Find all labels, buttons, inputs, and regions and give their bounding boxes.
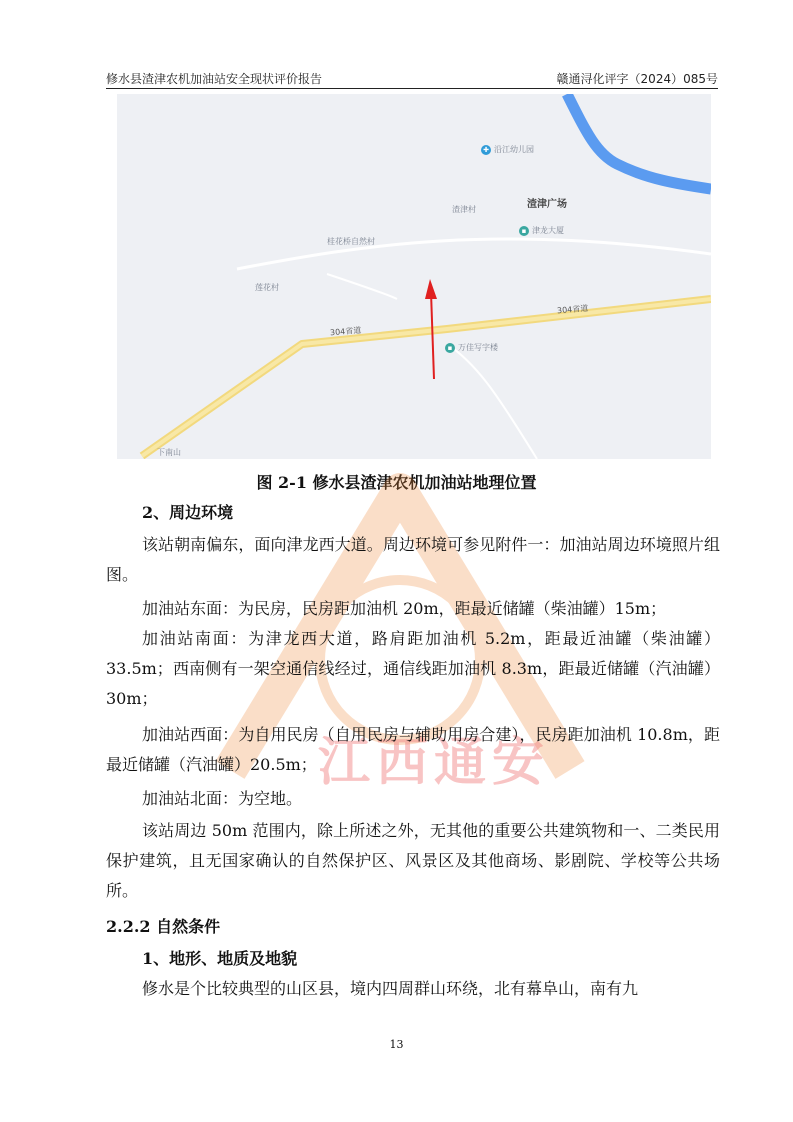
minor-road [447, 344, 537, 459]
poi-wanjia [445, 342, 498, 353]
section-terrain-title: 1、地形、地质及地貌 [142, 949, 298, 968]
building-icon: ▪ [519, 226, 529, 236]
minor-road [327, 274, 397, 299]
building-icon: ▪ [445, 343, 455, 353]
map-label-zhajin-village: 渣津村 [452, 205, 476, 214]
section-surroundings-title: 2、周边环境 [142, 503, 234, 522]
poi-wanjia-label: 万佳写字楼 [458, 343, 498, 352]
map-graphic [117, 94, 711, 459]
figure-caption: 图 2-1 修水县渣津农机加油站地理位置 [256, 473, 537, 492]
map-label-guihuaqiao: 桂花桥自然村 [327, 237, 375, 246]
page-number: 13 [389, 1038, 404, 1051]
location-map [117, 94, 711, 459]
map-label-lianhua: 莲花村 [255, 283, 279, 292]
map-label-zhajin-square: 渣津广场 [527, 199, 567, 210]
watermark-text: 江西通安 [318, 733, 551, 793]
map-label-xianan: 下南山 [157, 448, 181, 457]
map-label-road-left: 304省道 [329, 325, 362, 338]
poi-jinlong-label: 津龙大厦 [532, 226, 564, 235]
header-title: 修水县渣津农机加油站安全现状评价报告 [106, 72, 323, 86]
paragraph-east: 加油站东面：为民房，民房距加油机 20m，距最近储罐（柴油罐）15m； [142, 599, 667, 618]
poi-jinlong-building [519, 225, 564, 236]
location-arrow [431, 292, 434, 379]
river [567, 94, 711, 189]
location-arrow-head [425, 279, 437, 299]
minor-road [237, 239, 711, 269]
poi-kindergarten [481, 144, 534, 155]
paragraph-orientation: 该站朝南偏东，面向津龙西大道。周边环境可参见附件一：加油站周边环境照片组图。 [106, 535, 720, 584]
provincial-road-304-inner [142, 299, 711, 456]
paragraph-range: 该站周边 50m 范围内，除上所述之外，无其他的重要公共建筑物和一、二类民用保护建筑，且无国家确认的自然保护区、风景区及其他商场、影剧院、学校等公共场所。 [106, 821, 720, 900]
kindergarten-icon: ✚ [481, 145, 491, 155]
paragraph-north: 加油站北面：为空地。 [142, 789, 303, 808]
section-natural-title: 2.2.2 自然条件 [106, 917, 221, 936]
header-report-number: 赣通浔化评字（2024）085号 [556, 72, 718, 86]
paragraph-west: 加油站西面：为自用民房（自用民房与辅助用房合建），民房距加油机 10.8m，距最近储罐（汽油罐）20.5m； [106, 725, 720, 774]
map-label-road-right: 304省道 [556, 303, 589, 316]
page-header [106, 70, 718, 89]
paragraph-terrain: 修水是个比较典型的山区县，境内四周群山环绕，北有幕阜山，南有九 [142, 979, 639, 998]
poi-kindergarten-label: 沿江幼儿园 [494, 145, 534, 154]
provincial-road-304 [142, 299, 711, 456]
paragraph-south: 加油站南面：为津龙西大道，路肩距加油机 5.2m，距最近油罐（柴油罐）33.5m；西南侧有一架空通信线经过，通信线距加油机 8.3m，距最近储罐（汽油罐）30m； [106, 629, 720, 708]
